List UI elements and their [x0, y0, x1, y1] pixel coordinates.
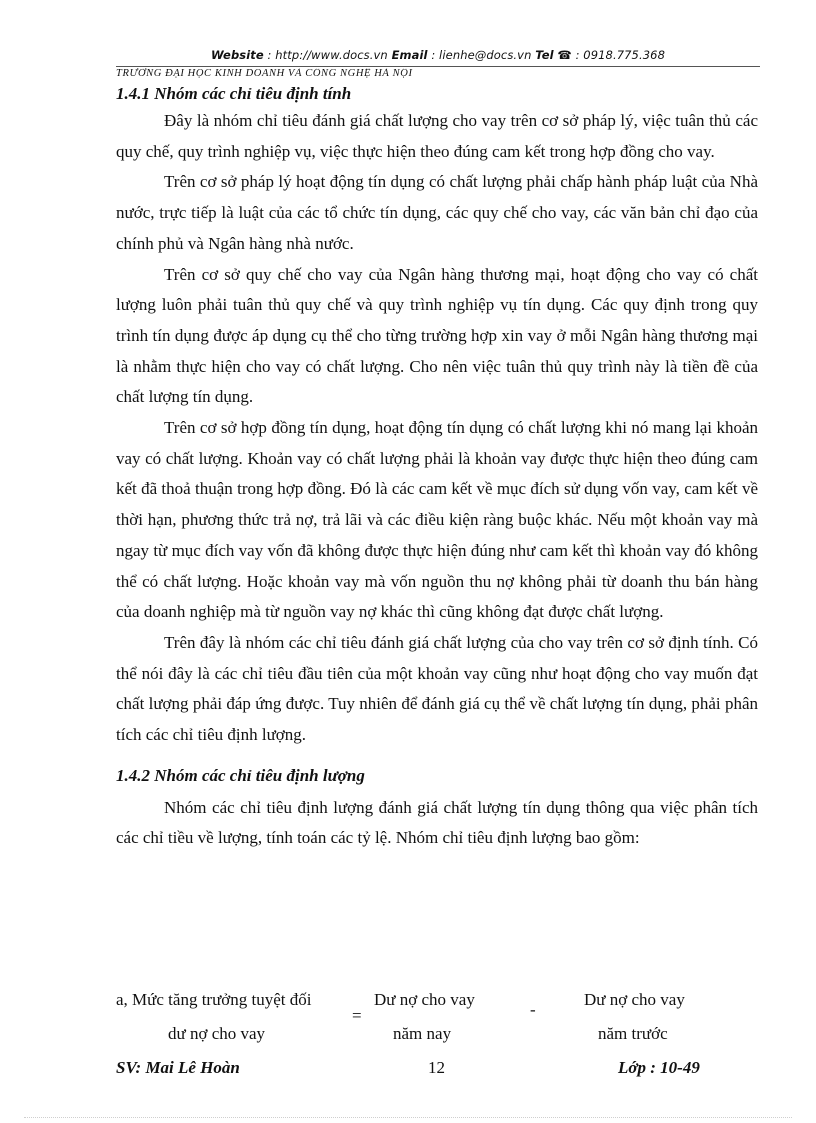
formula-term1-line2: năm nay	[393, 1024, 452, 1043]
page-bottom-border	[24, 1117, 792, 1118]
formula-label-line2: dư nợ cho vay	[168, 1024, 266, 1043]
header-divider	[116, 66, 760, 67]
class-code: Lớp : 10-49	[618, 1058, 700, 1077]
paragraph: Trên cơ sở quy chế cho vay của Ngân hàng thương mại, hoạt động cho vay có chất lượng luôn phải tuân thủ quy chế và quy trình nghiệp vụ tín dụng. Các quy định trong quy trình tín dụng được áp dụng cụ thể cho từng trường hợp xin vay ở mỗi Ngân hàng thương mại là nhằm thực hiện cho vay có chất lượng. Cho nên việc tuân thủ quy trình này là tiền đề của chất lượng tín dụng.	[116, 264, 758, 407]
email-label: Email	[391, 48, 428, 62]
formula-term2-line2: năm trước	[598, 1024, 668, 1043]
growth-formula	[116, 986, 758, 1046]
document-body	[116, 82, 758, 854]
formula-term2-line1: Dư nợ cho vay	[584, 990, 685, 1009]
formula-label-line1: a, Mức tăng trưởng tuyệt đối	[116, 990, 312, 1009]
page-number: 12	[428, 1058, 445, 1077]
page-header	[116, 48, 760, 62]
paragraph: Đây là nhóm chỉ tiêu đánh giá chất lượng cho vay trên cơ sở pháp lý, việc tuân thủ các quy chế, quy trình nghiệp vụ, việc thực hiện theo đúng cam kết trong hợp đồng cho vay.	[116, 111, 758, 161]
section-heading-qualitative: 1.4.1 Nhóm các chỉ tiêu định tính	[116, 84, 352, 103]
website-label: Website	[211, 48, 264, 62]
paragraph: Trên đây là nhóm các chỉ tiêu đánh giá chất lượng của cho vay trên cơ sở định tính. Có thể nói đây là các chỉ tiêu đầu tiên của một khoản vay cũng như hoạt động cho vay muốn đạt chất lượng phải đáp ứng được. Tuy nhiên để đánh giá cụ thể về chất lượng tín dụng, phải phân tích các chỉ tiêu định lượng.	[116, 632, 758, 745]
formula-equals: =	[352, 1006, 362, 1025]
school-name: TRƯỜNG ĐẠI HỌC KINH DOANH VÀ CÔNG NGHỆ HÀ NỘI	[116, 68, 413, 78]
tel-number: ☎ : 0918.775.368	[553, 48, 665, 62]
section-heading-quantitative: 1.4.2 Nhóm các chỉ tiêu định lượng	[116, 765, 365, 785]
formula-minus: -	[530, 1000, 536, 1019]
formula-term1-line1: Dư nợ cho vay	[374, 990, 475, 1009]
paragraph: Trên cơ sở hợp đồng tín dụng, hoạt động tín dụng có chất lượng khi nó mang lại khoản vay có chất lượng. Khoản vay có chất lượng phải là khoản vay được thực hiện theo đúng cam kết đã thoả thuận trong hợp đồng. Đó là các cam kết về mục đích sử dụng vốn vay, cam kết về thời hạn, phương thức trả nợ, trả lãi và các điều kiện ràng buộc khác. Nếu một khoản vay mà ngay từ mục đích vay vốn đã không được thực hiện đúng như cam kết thì khoản vay đó không thể có chất lượng. Hoặc khoản vay mà vốn nguồn thu nợ không phải từ doanh thu bán hàng của doanh nghiệp mà từ nguồn vay nợ khác thì cũng không đạt được chất lượng.	[116, 418, 758, 622]
paragraph: Nhóm các chỉ tiêu định lượng đánh giá chất lượng tín dụng thông qua việc phân tích các chỉ tiều về lượng, tính toán các tỷ lệ. Nhóm chỉ tiêu định lượng bao gồm:	[116, 797, 758, 848]
paragraph: Trên cơ sở pháp lý hoạt động tín dụng có chất lượng phải chấp hành pháp luật của Nhà nước, trực tiếp là luật của các tổ chức tín dụng, các quy chế cho vay, các văn bản chỉ đạo của chính phủ và Ngân hàng nhà nước.	[116, 172, 758, 253]
website-url: : http://www.docs.vn	[263, 48, 392, 62]
email-address: : lienhe@docs.vn	[427, 48, 536, 62]
student-name: SV: Mai Lê Hoàn	[116, 1058, 240, 1077]
tel-label: Tel	[535, 48, 554, 62]
